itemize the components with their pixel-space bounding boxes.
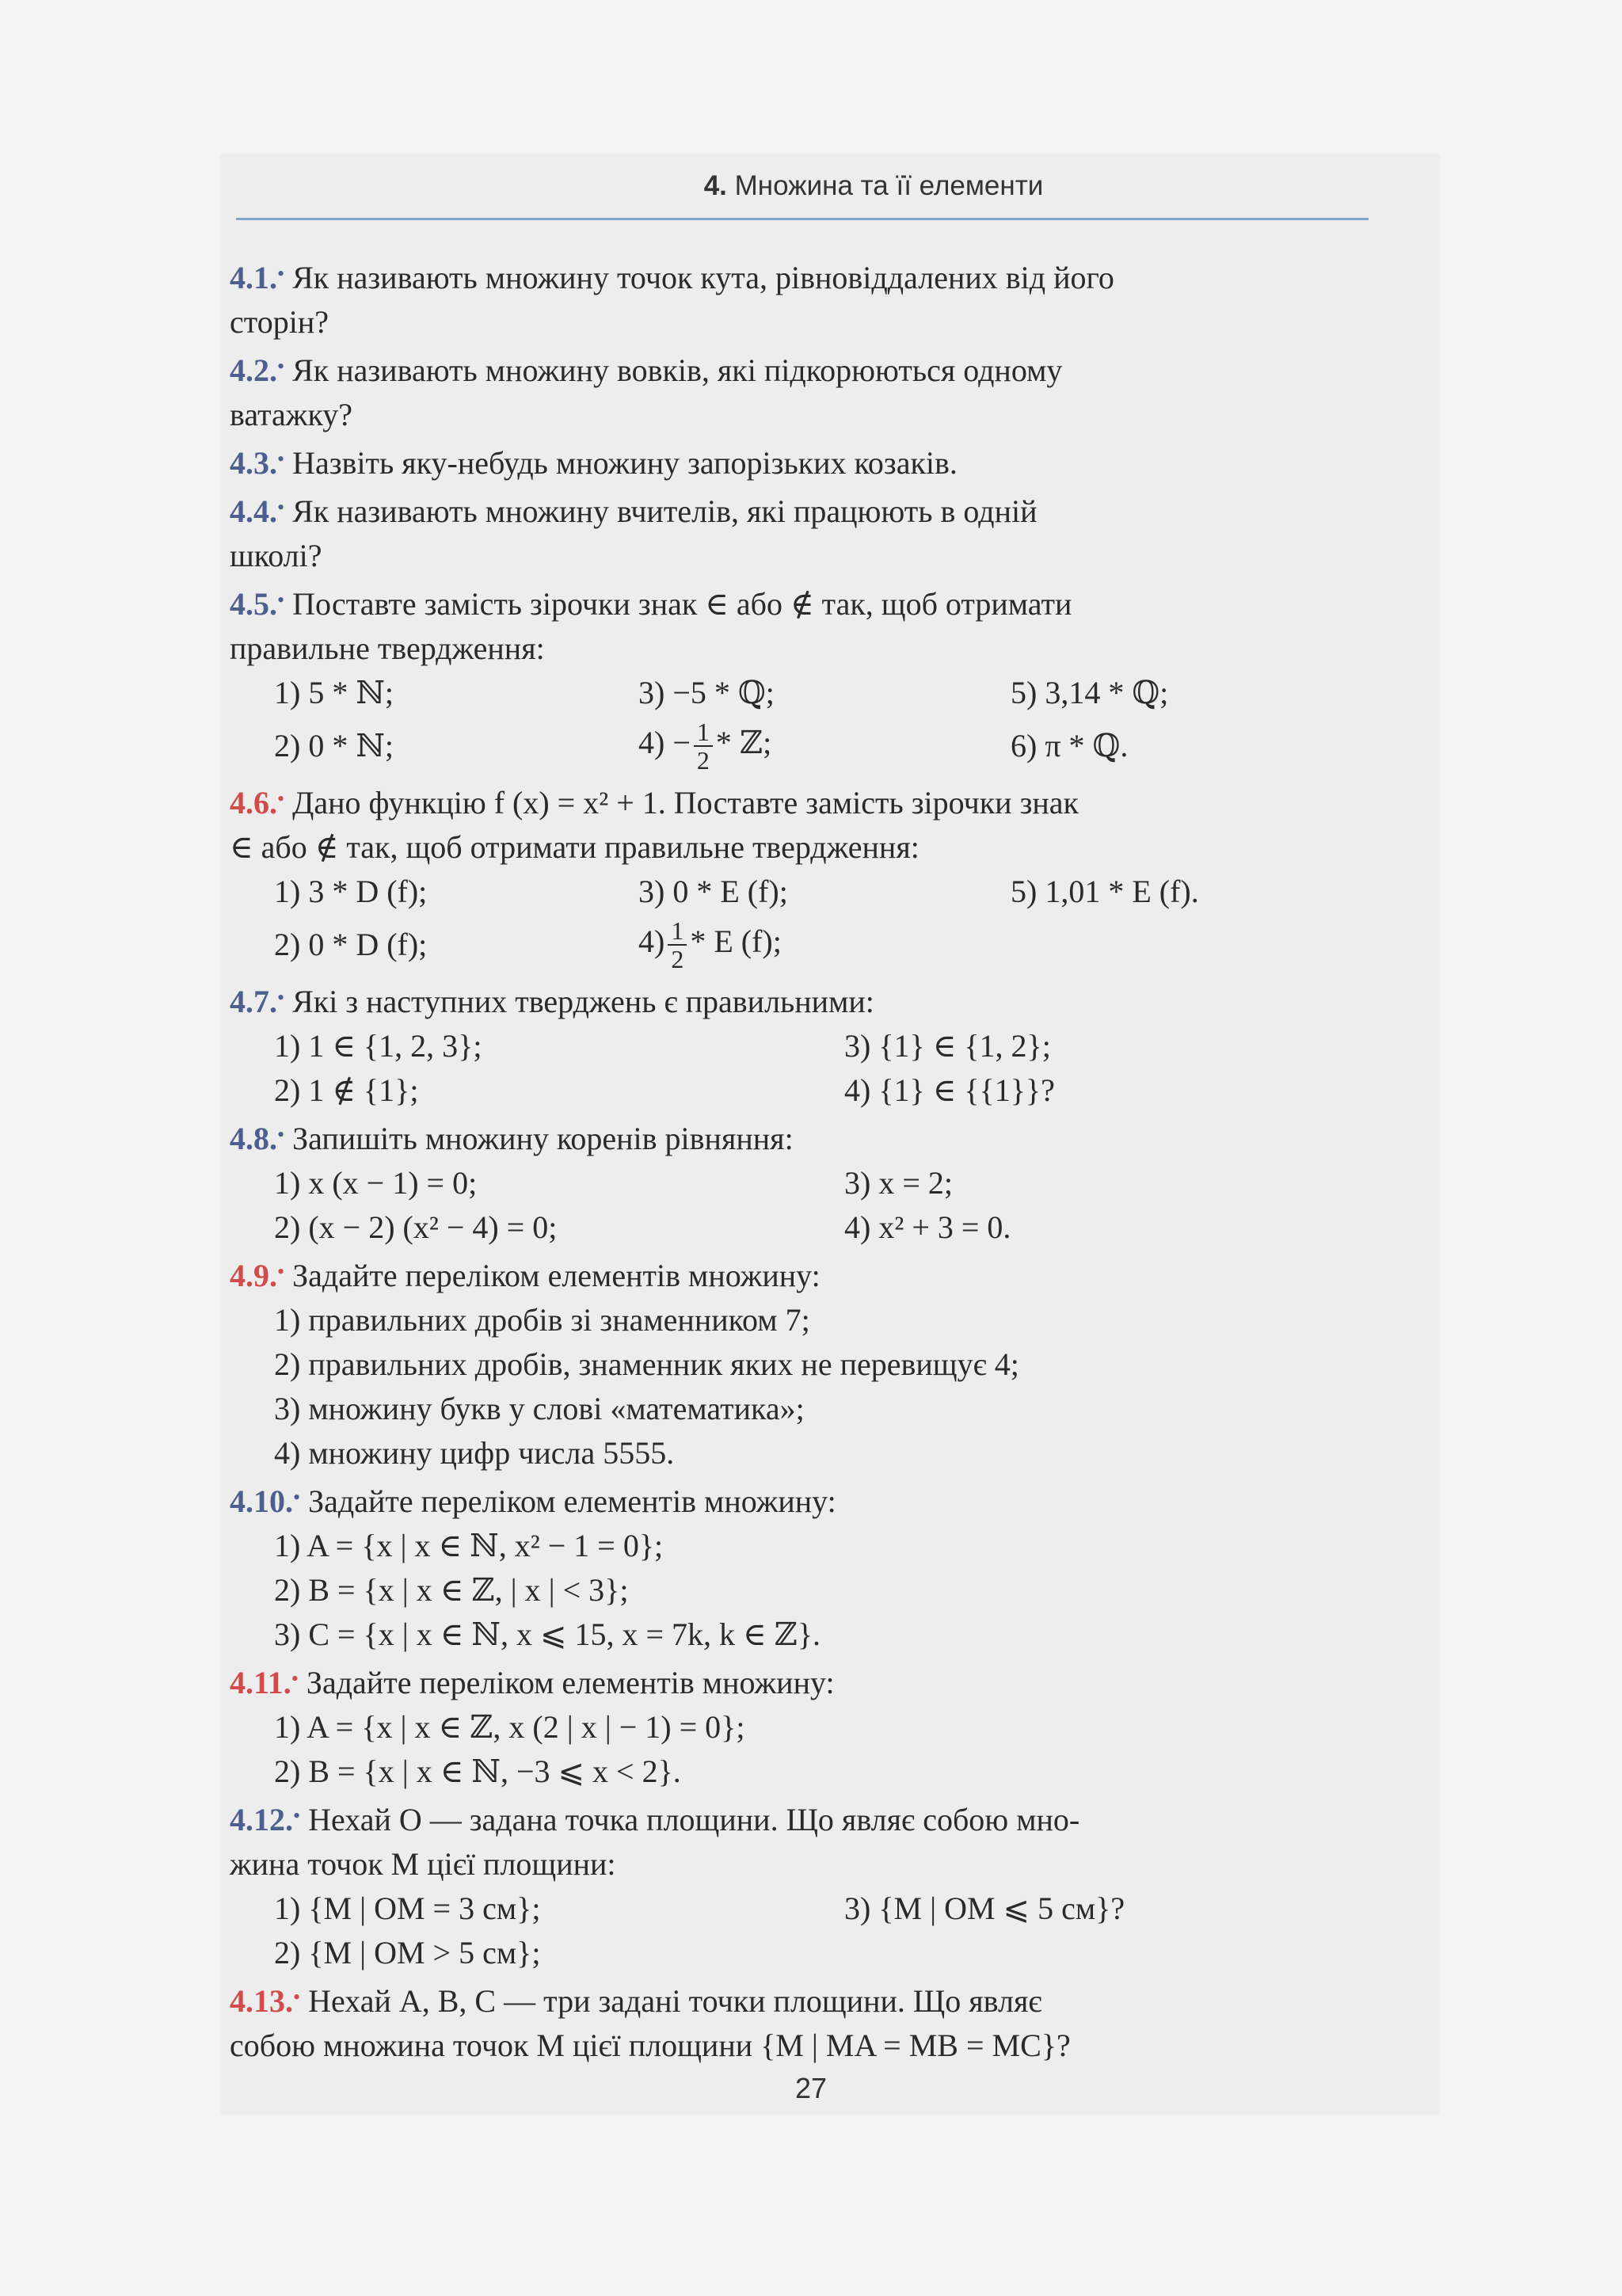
exercise-text-cont: правильне твердження: (230, 630, 545, 666)
difficulty-mark: • (277, 355, 285, 378)
answer-row (230, 715, 1374, 777)
exercise-4-3 (230, 437, 1374, 485)
exercise-text-cont: собою множина точок M цієї площини {M | MA = MB = MC}? (230, 2028, 1071, 2063)
answer-item: 3) {1} ∈ {1, 2}; (844, 1028, 1051, 1064)
answer-item: 2) 0 * ℕ; (274, 728, 394, 763)
exercise-text: Нехай A, B, C — три задані точки площини. Що являє (308, 1983, 1042, 2019)
exercise-text-cont: ∈ або ∉ так, щоб отримати правильне твердження: (230, 829, 920, 865)
answer-row (230, 1887, 1374, 1931)
exercise-text-cont: жина точок M цієї площини: (230, 1846, 616, 1882)
exercise-4-8 (230, 1113, 1374, 1161)
exercise-text: Запишіть множину коренів рівняння: (292, 1121, 794, 1156)
exercise-4-9 (230, 1250, 1374, 1298)
exercise-number: 4.9. (230, 1258, 277, 1293)
fraction-denominator: 2 (671, 945, 684, 973)
exercise-4-7 (230, 976, 1374, 1024)
page-number: 27 (794, 2072, 828, 2104)
fraction (694, 718, 713, 774)
exercise-number: 4.1. (230, 260, 277, 295)
answer-item: 2) (x − 2) (x² − 4) = 0; (274, 1209, 558, 1245)
difficulty-mark: • (293, 1486, 301, 1509)
answer-item: 2) правильних дробів, знаменник яких не перевищує 4; (274, 1346, 1019, 1382)
difficulty-mark: • (277, 588, 285, 611)
exercise-text: Дано функцію f (x) = x² + 1. Поставте замість зірочки знак (292, 785, 1079, 821)
answer-item: 6) π * ℚ. (1011, 728, 1129, 763)
exercise-text: Як називають множину вчителів, які працюють в одній (292, 493, 1038, 529)
difficulty-mark: • (277, 447, 285, 470)
exercise-4-13 (230, 1975, 1374, 2024)
exercise-4-5 (230, 578, 1374, 626)
answer-suffix: * E (f); (690, 923, 782, 960)
header-rule (236, 218, 1369, 220)
fraction-numerator: 1 (668, 917, 687, 946)
answer-item (638, 718, 1011, 774)
exercise-list (230, 252, 1374, 2068)
answer-item: 2) B = {x | x ∈ ℤ, | x | < 3}; (274, 1572, 629, 1608)
exercise-text: Як називають множину вовків, які підкорюються одному (292, 352, 1063, 388)
answer-item: 3) 0 * E (f); (638, 874, 788, 909)
answer-item: 3) −5 * ℚ; (638, 675, 775, 710)
exercise-number: 4.13. (230, 1983, 293, 2019)
exercise-number: 4.7. (230, 984, 277, 1019)
exercise-text: Поставте замість зірочки знак ∈ або ∉ так, щоб отримати (292, 586, 1072, 622)
answer-suffix: * ℤ; (715, 725, 772, 761)
exercise-number: 4.8. (230, 1121, 277, 1156)
answer-row (230, 914, 1374, 976)
exercise-number: 4.5. (230, 586, 277, 622)
answer-item: 3) {M | OM ⩽ 5 см}? (844, 1890, 1125, 1926)
answer-item: 2) 1 ∉ {1}; (274, 1072, 419, 1108)
exercise-number: 4.11. (230, 1665, 291, 1700)
answer-item: 1) A = {x | x ∈ ℕ, x² − 1 = 0}; (274, 1528, 664, 1563)
exercise-4-6 (230, 777, 1374, 825)
answer-row (230, 1205, 1374, 1250)
fraction-numerator: 1 (694, 718, 713, 747)
difficulty-mark: • (291, 1667, 299, 1690)
difficulty-mark: • (277, 1260, 285, 1283)
answer-item: 2) B = {x | x ∈ ℕ, −3 ⩽ x < 2}. (274, 1753, 681, 1789)
answer-item: 4) x² + 3 = 0. (844, 1209, 1011, 1245)
difficulty-mark: • (277, 262, 285, 285)
exercise-text: Задайте переліком елементів множину: (308, 1483, 836, 1519)
answer-item: 1) 1 ∈ {1, 2, 3}; (274, 1028, 482, 1064)
answer-item: 5) 1,01 * E (f). (1011, 874, 1199, 909)
answer-row (230, 1024, 1374, 1068)
exercise-number: 4.12. (230, 1802, 293, 1837)
exercise-text-cont: ватажку? (230, 397, 353, 432)
exercise-4-1 (230, 252, 1374, 300)
exercise-4-10 (230, 1475, 1374, 1524)
exercise-text-cont: школі? (230, 538, 322, 573)
fraction-denominator: 2 (696, 746, 710, 775)
answer-item: 3) C = {x | x ∈ ℕ, x ⩽ 15, x = 7k, k ∈ ℤ}. (274, 1616, 821, 1652)
exercise-number: 4.4. (230, 493, 277, 529)
exercise-text: Як називають множину точок кута, рівновіддалених від його (292, 260, 1114, 295)
difficulty-mark: • (277, 496, 285, 519)
answer-row (230, 870, 1374, 914)
answer-item: 1) A = {x | x ∈ ℤ, x (2 | x | − 1) = 0}; (274, 1709, 745, 1745)
difficulty-mark: • (277, 787, 285, 810)
answer-row (230, 1931, 1374, 1975)
answer-prefix: 4) (638, 923, 665, 960)
exercise-text: Назвіть яку-небудь множину запорізьких козаків. (292, 445, 958, 481)
exercise-4-2 (230, 345, 1374, 393)
answer-item (638, 917, 1011, 973)
answer-item: 1) 3 * D (f); (274, 874, 428, 909)
answer-item: 3) множину букв у слові «математика»; (274, 1391, 805, 1426)
answer-item: 2) {M | OM > 5 см}; (274, 1935, 541, 1970)
section-number: 4. (703, 170, 727, 201)
answer-item: 4) {1} ∈ {{1}}? (844, 1072, 1055, 1108)
answer-item: 1) x (x − 1) = 0; (274, 1165, 478, 1201)
exercise-number: 4.6. (230, 785, 277, 821)
difficulty-mark: • (277, 986, 285, 1009)
exercise-text: Нехай O — задана точка площини. Що являє собою мно- (308, 1802, 1080, 1837)
answer-row (230, 1068, 1374, 1113)
difficulty-mark: • (293, 1804, 301, 1827)
exercise-text: Які з наступних тверджень є правильними: (292, 984, 874, 1019)
answer-prefix: 4) − (638, 725, 691, 761)
exercise-number: 4.3. (230, 445, 277, 481)
exercise-number: 4.2. (230, 352, 277, 388)
exercise-number: 4.10. (230, 1483, 293, 1519)
exercise-4-11 (230, 1657, 1374, 1705)
exercise-text: Задайте переліком елементів множину: (292, 1258, 821, 1293)
exercise-text: Задайте переліком елементів множину: (306, 1665, 835, 1700)
answer-item: 5) 3,14 * ℚ; (1011, 675, 1169, 710)
exercise-4-12 (230, 1794, 1374, 1842)
answer-item: 1) {M | OM = 3 см}; (274, 1890, 541, 1926)
answer-item: 1) 5 * ℕ; (274, 675, 394, 710)
answer-row (230, 1161, 1374, 1205)
difficulty-mark: • (277, 1123, 285, 1146)
answer-row (230, 671, 1374, 715)
exercise-text-cont: сторін? (230, 304, 329, 340)
answer-item: 3) x = 2; (844, 1165, 953, 1201)
answer-item: 1) правильних дробів зі знаменником 7; (274, 1302, 810, 1338)
section-title: Множина та її елементи (734, 170, 1044, 201)
fraction (668, 917, 687, 973)
section-header (379, 170, 1369, 202)
difficulty-mark: • (293, 1986, 301, 2009)
answer-item: 4) множину цифр числа 5555. (274, 1435, 675, 1471)
exercise-4-4 (230, 485, 1374, 534)
answer-item: 2) 0 * D (f); (274, 927, 428, 962)
